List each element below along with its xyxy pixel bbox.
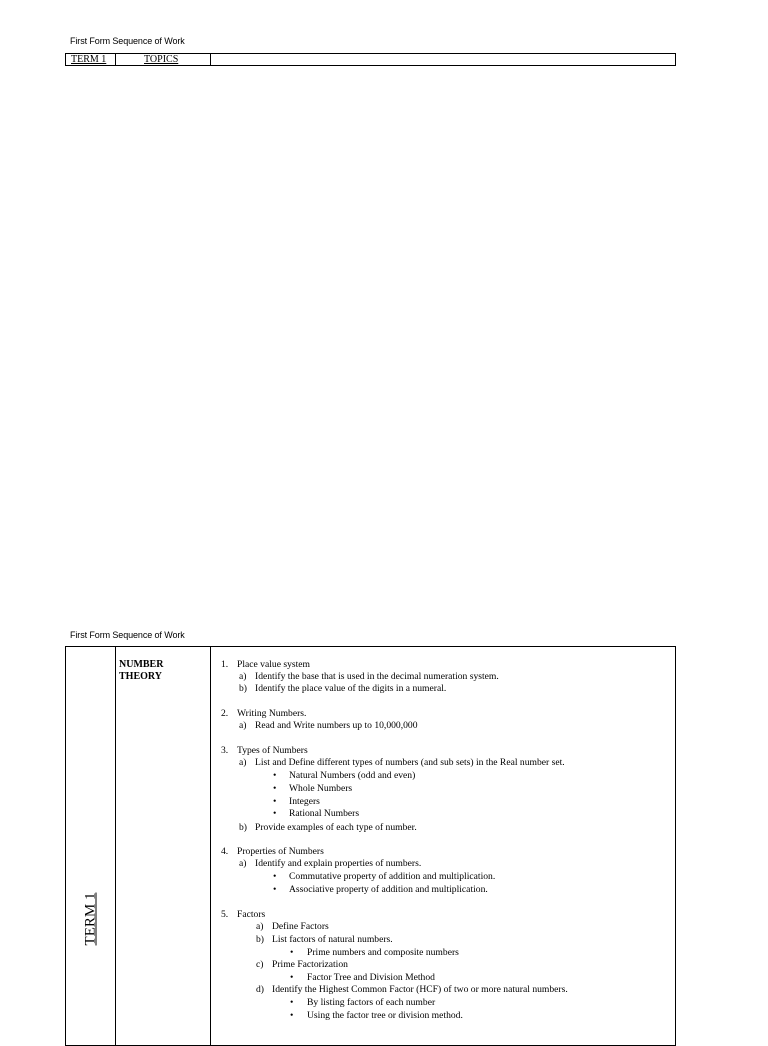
list-item-text: Provide examples of each type of number.: [255, 822, 417, 833]
list-item-text: Associative property of addition and multiplication.: [289, 884, 488, 895]
bullet-marker: •: [273, 884, 277, 895]
list-item-text: By listing factors of each number: [307, 997, 436, 1008]
list-number: d): [256, 984, 264, 995]
bullet-marker: •: [273, 808, 277, 819]
bullet-marker: •: [290, 947, 294, 958]
list-item-text: Prime numbers and composite numbers: [307, 947, 459, 958]
bullet-marker: •: [273, 783, 277, 794]
page-header-bottom: First Form Sequence of Work: [70, 630, 185, 640]
bullet-marker: •: [290, 972, 294, 983]
table-divider: [210, 647, 211, 1045]
list-number: a): [239, 671, 247, 682]
bullet-marker: •: [273, 796, 277, 807]
topic-title: [119, 659, 163, 683]
table-divider: [115, 54, 116, 65]
list-item-text: Properties of Numbers: [237, 846, 324, 857]
list-item-text: Whole Numbers: [289, 783, 353, 794]
list-number: b): [239, 822, 247, 833]
list-item-text: Identify the Highest Common Factor (HCF) of two or more natural numbers.: [272, 984, 568, 995]
bullet-marker: •: [273, 770, 277, 781]
list-number: c): [256, 959, 264, 970]
term-label-vertical: [76, 892, 106, 946]
topic-line-1: NUMBER: [119, 659, 164, 670]
list-item-text: Read and Write numbers up to 10,000,000: [255, 720, 418, 731]
list-number: 5.: [221, 909, 229, 920]
list-number: a): [239, 757, 247, 768]
list-item-text: Commutative property of addition and multiplication.: [289, 871, 496, 882]
term-column-header: TERM 1: [71, 54, 107, 65]
term-label-text: TERM 1: [82, 892, 99, 946]
list-item-text: Place value system: [237, 659, 310, 670]
list-item-text: Types of Numbers: [237, 745, 308, 756]
list-number: a): [239, 858, 247, 869]
page-header-top: First Form Sequence of Work: [70, 36, 185, 46]
list-item-text: Identify the base that is used in the decimal numeration system.: [255, 671, 499, 682]
list-item-text: Factors: [237, 909, 266, 920]
list-item-text: List and Define different types of numbers (and sub sets) in the Real number set.: [255, 757, 565, 768]
list-item-text: Writing Numbers.: [237, 708, 307, 719]
table-divider: [210, 54, 211, 65]
list-item-text: Using the factor tree or division method.: [307, 1010, 463, 1021]
list-number: a): [239, 720, 247, 731]
topic-line-2: THEORY: [119, 671, 162, 682]
list-number: 2.: [221, 708, 229, 719]
list-item-text: Factor Tree and Division Method: [307, 972, 435, 983]
topics-column-header: TOPICS: [144, 54, 179, 65]
list-number: b): [239, 683, 247, 694]
list-number: 4.: [221, 846, 229, 857]
list-item-text: List factors of natural numbers.: [272, 934, 393, 945]
list-item-text: Integers: [289, 796, 320, 807]
list-number: 3.: [221, 745, 229, 756]
table-divider: [115, 647, 116, 1045]
bullet-marker: •: [273, 871, 277, 882]
list-number: b): [256, 934, 264, 945]
list-item-text: Prime Factorization: [272, 959, 348, 970]
list-item-text: Natural Numbers (odd and even): [289, 770, 416, 781]
bullet-marker: •: [290, 1010, 294, 1021]
list-item-text: Rational Numbers: [289, 808, 360, 819]
list-item-text: Define Factors: [272, 921, 329, 932]
term-topics-header-table: [65, 53, 676, 66]
list-item-text: Identify and explain properties of numbers.: [255, 858, 422, 869]
list-number: a): [256, 921, 264, 932]
list-number: 1.: [221, 659, 229, 670]
list-item-text: Identify the place value of the digits in a numeral.: [255, 683, 447, 694]
bullet-marker: •: [290, 997, 294, 1008]
